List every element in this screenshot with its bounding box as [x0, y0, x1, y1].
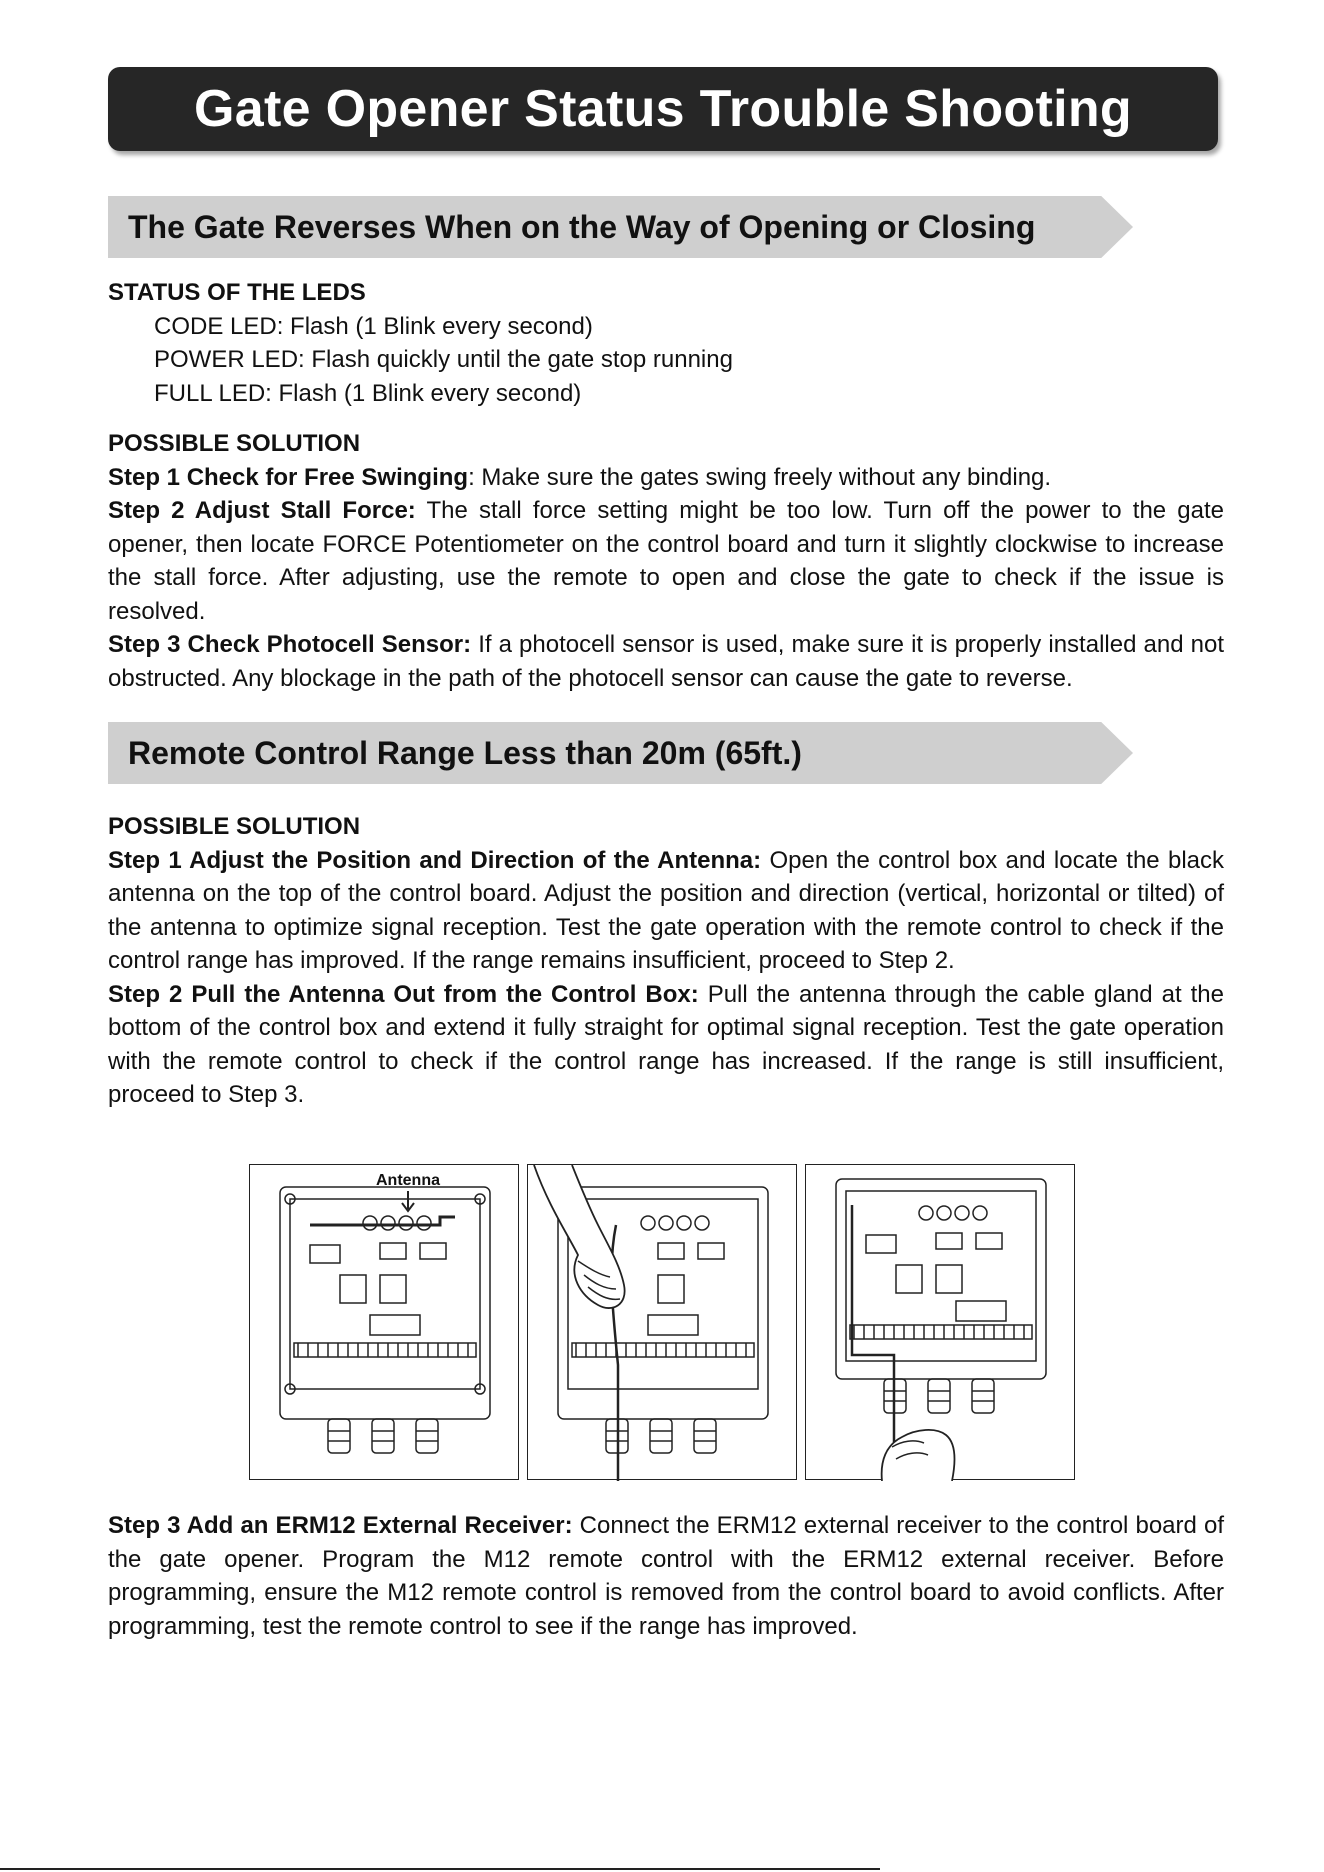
step-text: Pull the antenna through the cable gland at the bottom of the control box and extend it fully straight for optimal signal reception. Test the gate operation with the remote control to check if the control range has increased. If the range is still insufficient, proceed to Step 3.: [108, 980, 1225, 1108]
figure-pull-antenna: [527, 1164, 797, 1480]
led-status-code: CODE LED: Flash (1 Blink every second): [154, 312, 593, 340]
figure-extended-antenna: [805, 1164, 1075, 1480]
page-title-bar: [108, 67, 1218, 151]
footer-divider: [0, 1868, 880, 1870]
step-paragraph: [108, 461, 1224, 495]
step-text: : Make sure the gates swing freely without any binding.: [468, 463, 1052, 491]
section-banner-gate-reverses: [108, 196, 1133, 258]
section2-solution: [108, 810, 1224, 1112]
step-paragraph: [108, 1509, 1224, 1643]
extended-antenna-illustration: [806, 1165, 1076, 1481]
step-text: If a photocell sensor is used, make sure it is properly installed and not obstructed. Any blockage in the path of the photocell sensor can cause the gate to reverse.: [108, 631, 1225, 692]
section-heading: The Gate Reverses When on the Way of Opening or Closing: [128, 209, 1036, 245]
step-paragraph: [108, 844, 1224, 978]
step-text: Open the control box and locate the black antenna on the top of the control board. Adjust the position and direction (vertical, horizontal or tilted) of the antenna to optimize signal reception. Test the gate operation with the remote control to check if the control range has improved. If the range remains insufficient, proceed to Step 2.: [108, 846, 1225, 974]
page-title: Gate Opener Status Trouble Shooting: [194, 80, 1132, 138]
hand-pulling-antenna-illustration: [528, 1165, 798, 1481]
solution-heading: POSSIBLE SOLUTION: [108, 430, 361, 457]
step-text: The stall force setting might be too low. Turn off the power to the gate opener, then locate FORCE Potentiometer on the control board and turn it slightly clockwise to increase the stall force. After adjusting, use the remote to open and close the gate to check if the issue is resolved.: [108, 497, 1225, 625]
step-paragraph: [108, 494, 1224, 628]
section1-solution: [108, 427, 1224, 695]
led-status-power: POWER LED: Flash quickly until the gate stop running: [154, 346, 733, 373]
figure-antenna-location: [249, 1164, 519, 1480]
section1-body: [108, 276, 1224, 410]
step-paragraph: [108, 978, 1224, 1112]
antenna-figures: [249, 1164, 1075, 1482]
section-heading: Remote Control Range Less than 20m (65ft.): [128, 735, 802, 771]
led-status-full: FULL LED: Flash (1 Blink every second): [154, 379, 582, 407]
antenna-label: Antenna: [376, 1172, 440, 1189]
step-text: Connect the ERM12 external receiver to the control board of the gate opener. Program the M12 remote control with the ERM12 external receiver. Before programming, ensure the M12 remote control is removed from the control board to avoid conflicts. After programming, test the remote control to see if the range has improved.: [108, 1512, 1224, 1640]
step-label: Step 2 Pull the Antenna Out from the Control Box:: [108, 980, 699, 1008]
section2-step3: [108, 1509, 1224, 1643]
section-banner-remote-range: [108, 722, 1133, 784]
step-paragraph: [108, 628, 1224, 695]
solution-heading: POSSIBLE SOLUTION: [108, 813, 361, 840]
step-label: Step 1 Check for Free Swinging: [108, 463, 469, 491]
step-label: Step 3 Check Photocell Sensor:: [108, 631, 472, 658]
status-heading: STATUS OF THE LEDS: [108, 279, 366, 306]
step-label: Step 3 Add an ERM12 External Receiver:: [108, 1512, 573, 1539]
step-label: Step 1 Adjust the Position and Direction of the Antenna:: [108, 846, 762, 874]
control-box-illustration: [250, 1165, 520, 1481]
step-label: Step 2 Adjust Stall Force:: [108, 497, 416, 524]
